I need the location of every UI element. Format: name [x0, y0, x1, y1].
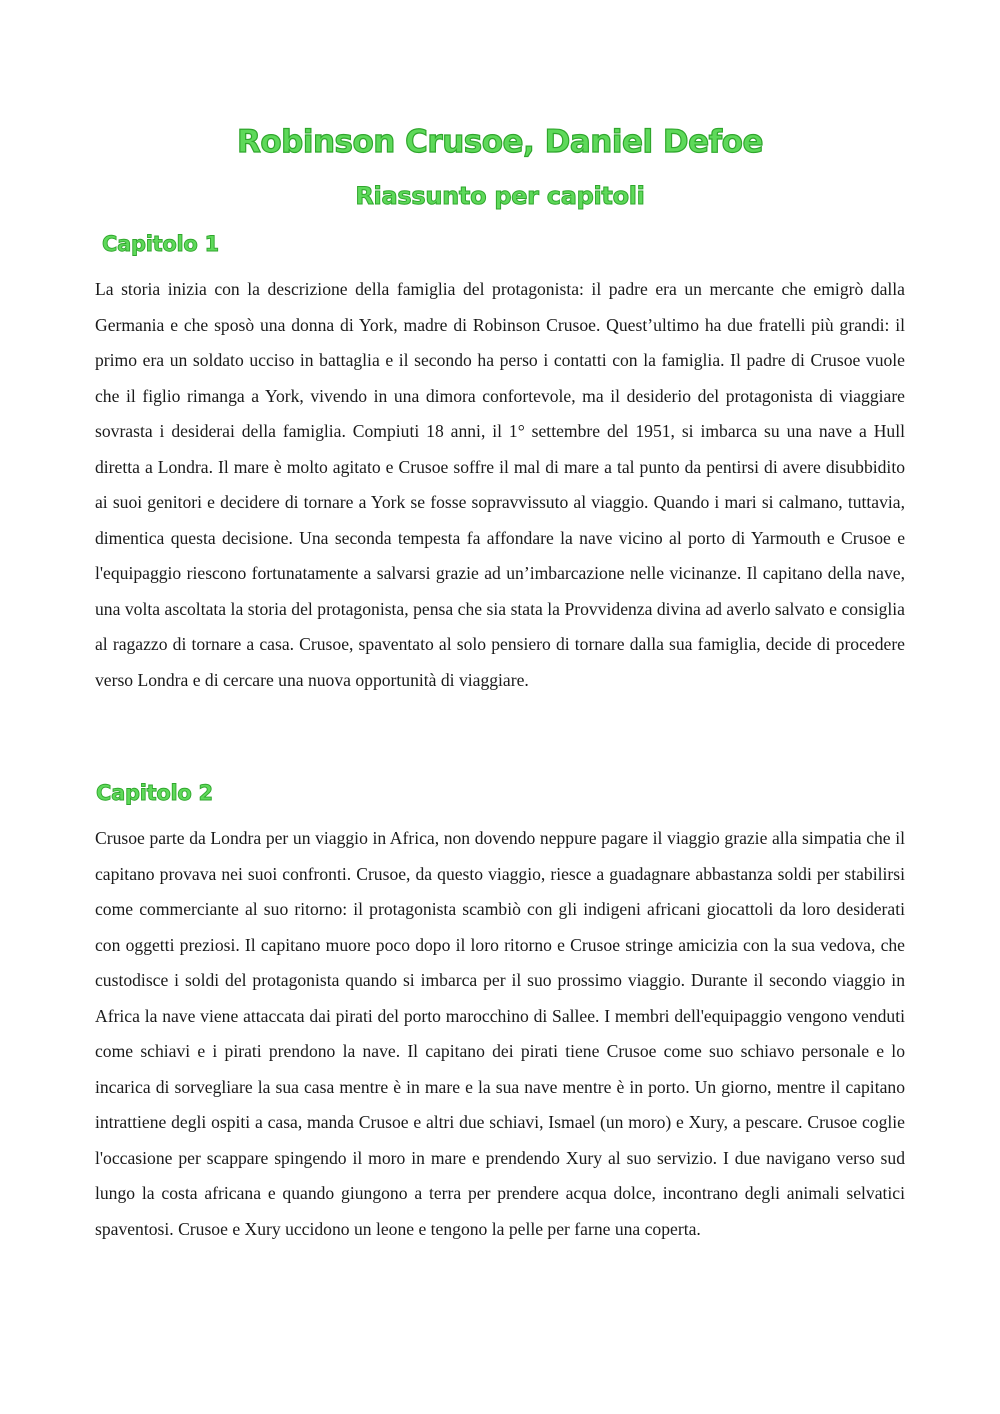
chapter-1-heading: Capitolo 1 — [102, 232, 219, 256]
chapter-1-text: La storia inizia con la descrizione della famiglia del protagonista: il padre era un mercante che emigrò dalla Germania e che sposò una donna di York, madre di Robinson Crusoe. Quest’ultimo ha due fratelli più grandi: il primo era un soldato ucciso in battaglia e il secondo ha perso i contatti con la famiglia. Il padre di Crusoe vuole che il figlio rimanga a York, vivendo in una dimora confortevole, ma il desiderio del protagonista di viaggiare sovrasta i desiderai della famiglia. Compiuti 18 anni, il 1° settembre del 1951, si imbarca su una nave a Hull diretta a Londra. Il mare è molto agitato e Crusoe soffre il mal di mare a tal punto da pentirsi di avere disubbidito ai suoi genitori e decidere di tornare a York se fosse sopravvissuto al viaggio. Quando i mari si calmano, tuttavia, dimentica questa decisione. Una seconda tempesta fa affondare la nave vicino al porto di Yarmouth e Crusoe e l'equipaggio riescono fortunatamente a salvarsi grazie ad un’imbarcazione nelle vicinanze. Il capitano della nave, una volta ascoltata la storia del protagonista, pensa che sia stata la Provvidenza divina ad averlo salvato e consiglia al ragazzo di tornare a casa. Crusoe, spaventato al solo pensiero di tornare dalla sua famiglia, decide di procedere verso Londra e di cercare una nuova opportunità di viaggiare. — [95, 279, 905, 690]
chapter-2-heading: Capitolo 2 — [96, 781, 213, 805]
chapter-2-text: Crusoe parte da Londra per un viaggio in Africa, non dovendo neppure pagare il viaggio grazie alla simpatia che il capitano provava nei suoi confronti. Crusoe, da questo viaggio, riesce a guadagnare abbastanza soldi per stabilirsi come commerciante al suo ritorno: il protagonista scambiò con gli indigeni africani giocattoli da loro desiderati con oggetti preziosi. Il capitano muore poco dopo il loro ritorno e Crusoe stringe amicizia con la sua vedova, che custodisce i soldi del protagonista quando si imbarca per il suo prossimo viaggio. Durante il secondo viaggio in Africa la nave viene attaccata dai pirati del porto marocchino di Sallee. I membri dell'equipaggio vengono venduti come schiavi e i pirati prendono la nave. Il capitano dei pirati tiene Crusoe come suo schiavo personale e lo incarica di sorvegliare la sua casa mentre è in mare e la sua nave mentre è in porto. Un giorno, mentre il capitano intrattiene degli ospiti a casa, manda Crusoe e altri due schiavi, Ismael (un moro) e Xury, a pescare. Crusoe coglie l'occasione per scappare spingendo il moro in mare e prendendo Xury al suo servizio. I due navigano verso sud lungo la costa africana e quando giungono a terra per prendere acqua dolce, incontrano degli animali selvatici spaventosi. Crusoe e Xury uccidono un leone e tengono la pelle per farne una coperta. — [95, 828, 905, 1239]
document-subtitle: Riassunto per capitoli — [355, 182, 645, 210]
document-title: Robinson Crusoe, Daniel Defoe — [237, 124, 763, 160]
